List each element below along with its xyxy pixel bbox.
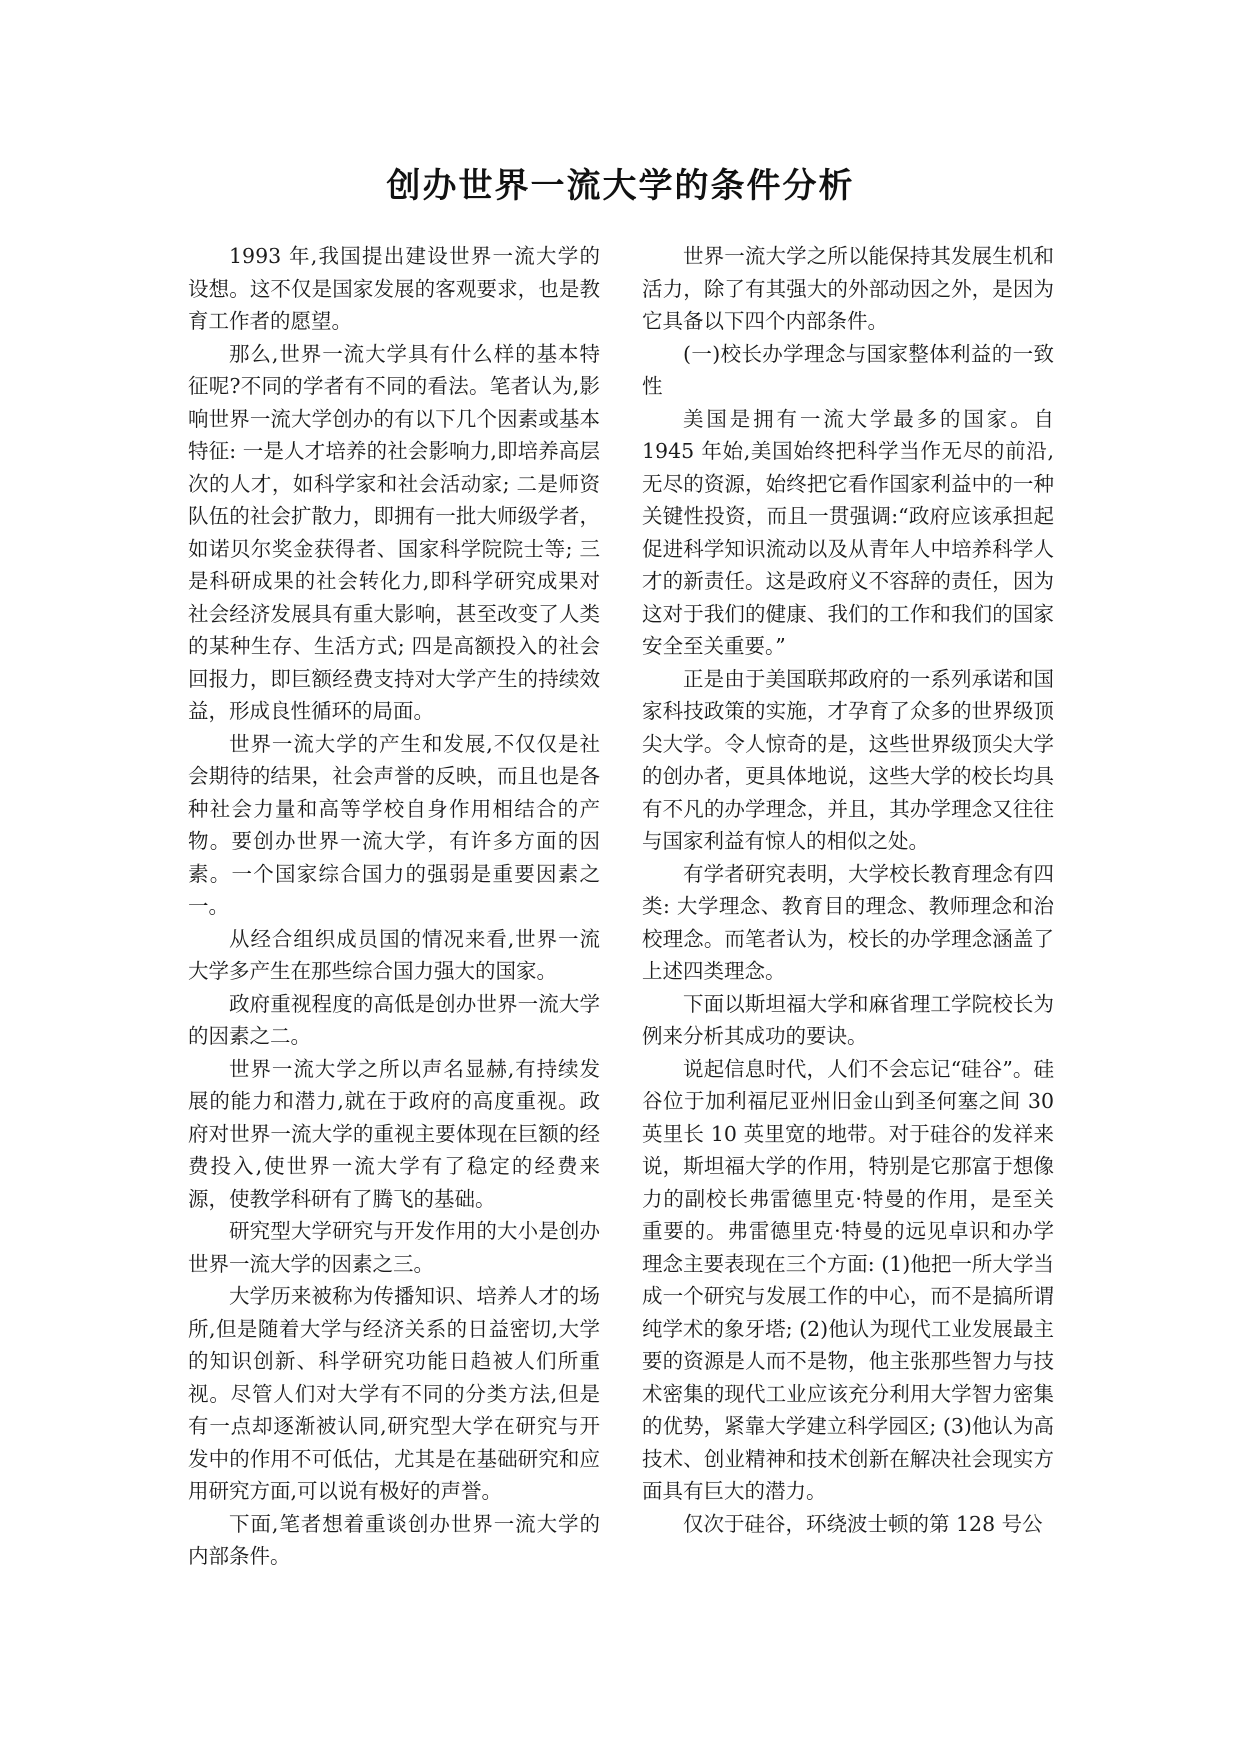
paragraph: 从经合组织成员国的情况来看,世界一流大学多产生在那些综合国力强大的国家。 xyxy=(188,926,600,983)
paragraph: 世界一流大学之所以能保持其发展生机和活力，除了有其强大的外部动因之外，是因为它具备以下四个内部条件。 xyxy=(642,244,1054,333)
paragraph: 仅次于硅谷，环绕波士顿的第 128 号公 xyxy=(683,1511,1043,1536)
paragraph: 说起信息时代，人们不会忘记“硅谷”。硅谷位于加利福尼亚州旧金山到圣何塞之间 30 英里长 10 英里宽的地带。对于硅谷的发祥来说，斯坦福大学的作用，特别是它那富于想像力的副校长弗雷德里克·特曼的作用，是至关重要的。弗雷德里克·特曼的远见卓识和办学理念主要表现在三个方面: (1)他把一所大学当成一个研究与发展工作的中心，而不是搞所谓纯学术的象牙塔; (2)他认为现代工业发展最主要的资源是人而不是物，他主张那些智力与技术密集的现代工业应该充分利用大学智力密集的优势，紧靠大学建立科学园区; (3)他认为高技术、创业精神和技术创新在解决社会现实方面具有巨大的潜力。 xyxy=(642,1056,1054,1503)
paragraph: 下面,笔者想着重谈创办世界一流大学的内部条件。 xyxy=(188,1511,600,1568)
paragraph: 研究型大学研究与开发作用的大小是创办世界一流大学的因素之三。 xyxy=(188,1219,600,1276)
paragraph: 有学者研究表明，大学校长教育理念有四类: 大学理念、教育目的理念、教师理念和治校理念。而笔者认为，校长的办学理念涵盖了上述四类理念。 xyxy=(642,861,1054,983)
right-column xyxy=(642,240,1054,1540)
paragraph: 大学历来被称为传播知识、培养人才的场所,但是随着大学与经济关系的日益密切,大学的知识创新、科学研究功能日趋被人们所重视。尽管人们对大学有不同的分类方法,但是有一点却逐渐被认同,研究型大学在研究与开发中的作用不可低估，尤其是在基础研究和应用研究方面,可以说有极好的声誉。 xyxy=(188,1284,600,1503)
paragraph: 世界一流大学之所以声名显赫,有持续发展的能力和潜力,就在于政府的高度重视。政府对世界一流大学的重视主要体现在巨额的经费投入,使世界一流大学有了稳定的经费来源，使教学科研有了腾飞的基础。 xyxy=(188,1056,600,1211)
paragraph: 下面以斯坦福大学和麻省理工学院校长为例来分析其成功的要诀。 xyxy=(642,991,1054,1048)
paragraph: 世界一流大学的产生和发展,不仅仅是社会期待的结果，社会声誉的反映，而且也是各种社会力量和高等学校自身作用相结合的产物。要创办世界一流大学，有许多方面的因素。一个国家综合国力的强弱是重要因素之一。 xyxy=(188,731,600,918)
paragraph: 正是由于美国联邦政府的一系列承诺和国家科技政策的实施，才孕育了众多的世界级顶尖大学。令人惊奇的是，这些世界级顶尖大学的创办者，更具体地说，这些大学的校长均具有不凡的办学理念，并且，其办学理念又往往与国家利益有惊人的相似之处。 xyxy=(642,666,1054,853)
page-title: 创办世界一流大学的条件分析 xyxy=(386,166,855,206)
section-heading: (一)校长办学理念与国家整体利益的一致性 xyxy=(642,341,1054,398)
paragraph: 美国是拥有一流大学最多的国家。自 1945 年始,美国始终把科学当作无尽的前沿,无尽的资源，始终把它看作国家利益中的一种关键性投资，而且一贯强调:“政府应该承担起促进科学知识流动以及从青年人中培养科学人才的新责任。这是政府义不容辞的责任，因为这对于我们的健康、我们的工作和我们的国家安全至关重要。” xyxy=(642,406,1054,658)
left-column xyxy=(188,240,600,1573)
paragraph: 那么,世界一流大学具有什么样的基本特征呢?不同的学者有不同的看法。笔者认为,影响世界一流大学创办的有以下几个因素或基本特征: 一是人才培养的社会影响力,即培养高层次的人才，如科学家和社会活动家; 二是师资队伍的社会扩散力，即拥有一批大师级学者，如诺贝尔奖金获得者、国家科学院院士等; 三是科研成果的社会转化力,即科学研究成果对社会经济发展具有重大影响，甚至改变了人类的某种生存、生活方式; 四是高额投入的社会回报力，即巨额经费支持对大学产生的持续效益，形成良性循环的局面。 xyxy=(188,341,600,723)
paragraph: 1993 年,我国提出建设世界一流大学的设想。这不仅是国家发展的客观要求，也是教育工作者的愿望。 xyxy=(188,244,600,333)
paragraph: 政府重视程度的高低是创办世界一流大学的因素之二。 xyxy=(188,991,600,1048)
